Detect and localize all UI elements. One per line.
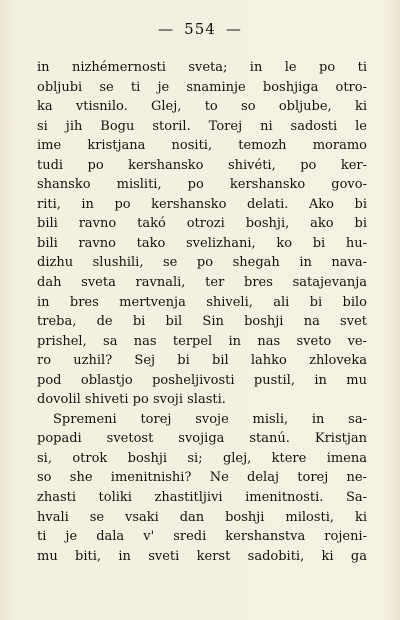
- text-line: dah sveta ravnali, ter bres satajevanja: [37, 275, 367, 291]
- page-header: [0, 20, 400, 38]
- text-line: treba, de bi bil Sin boshji na svet: [37, 314, 367, 330]
- text-line: ti je dala v' sredi kershanstva rojeni-: [37, 529, 367, 545]
- text-line: hvali se vsaki dan boshji milosti, ki: [37, 509, 367, 525]
- page-number: 554: [184, 20, 216, 38]
- text-line: ime kristjana nositi, temozh moramo: [37, 138, 367, 154]
- header-dash-right: —: [225, 20, 242, 38]
- text-line: shansko misliti, po kershansko govo-: [37, 177, 367, 193]
- text-line: prishel, sa nas terpel in nas sveto ve-: [37, 333, 367, 349]
- text-line: obljubi se ti je snaminje boshjiga otro-: [37, 79, 367, 95]
- text-line: mu biti, in sveti kerst sadobiti, ki ga: [37, 548, 367, 564]
- text-line: dizhu slushili, se po shegah in nava-: [37, 255, 367, 271]
- text-line: dovolil shiveti po svoji slasti.: [37, 392, 226, 408]
- text-line: in nizhémernosti sveta; in le po ti: [37, 60, 367, 75]
- text-line: si jih Bogu storil. Torej ni sadosti le: [37, 118, 367, 134]
- text-line: pod oblastjo posheljivosti pustil, in mu: [37, 372, 367, 388]
- text-line: zhasti toliki zhastitljivi imenitnosti. Sa-: [37, 490, 367, 506]
- text-line: si, otrok boshji si; glej, ktere imena: [37, 450, 367, 466]
- text-line: popadi svetost svojiga stanú. Kristjan: [37, 431, 367, 447]
- text-line: Spremeni torej svoje misli, in sa-: [53, 411, 367, 427]
- body-text: [37, 58, 367, 566]
- text-line: riti, in po kershansko delati. Ako bi: [37, 196, 367, 212]
- text-line: so she imenitnishi? Ne delaj torej ne-: [37, 470, 367, 486]
- text-line: in bres mertvenja shiveli, ali bi bilo: [37, 294, 367, 310]
- paragraph-2: [37, 410, 367, 566]
- header-dash-left: —: [158, 20, 175, 38]
- text-line: tudi po kershansko shivéti, po ker-: [37, 157, 367, 173]
- text-line: ka vtisnilo. Glej, to so obljube, ki: [37, 99, 367, 115]
- text-line: bili ravno takó otrozi boshji, ako bi: [37, 216, 367, 232]
- text-line: ro uzhil? Sej bi bil lahko zhloveka: [37, 353, 367, 369]
- text-line: bili ravno tako svelizhani, ko bi hu-: [37, 235, 367, 251]
- paragraph-1: [37, 58, 367, 410]
